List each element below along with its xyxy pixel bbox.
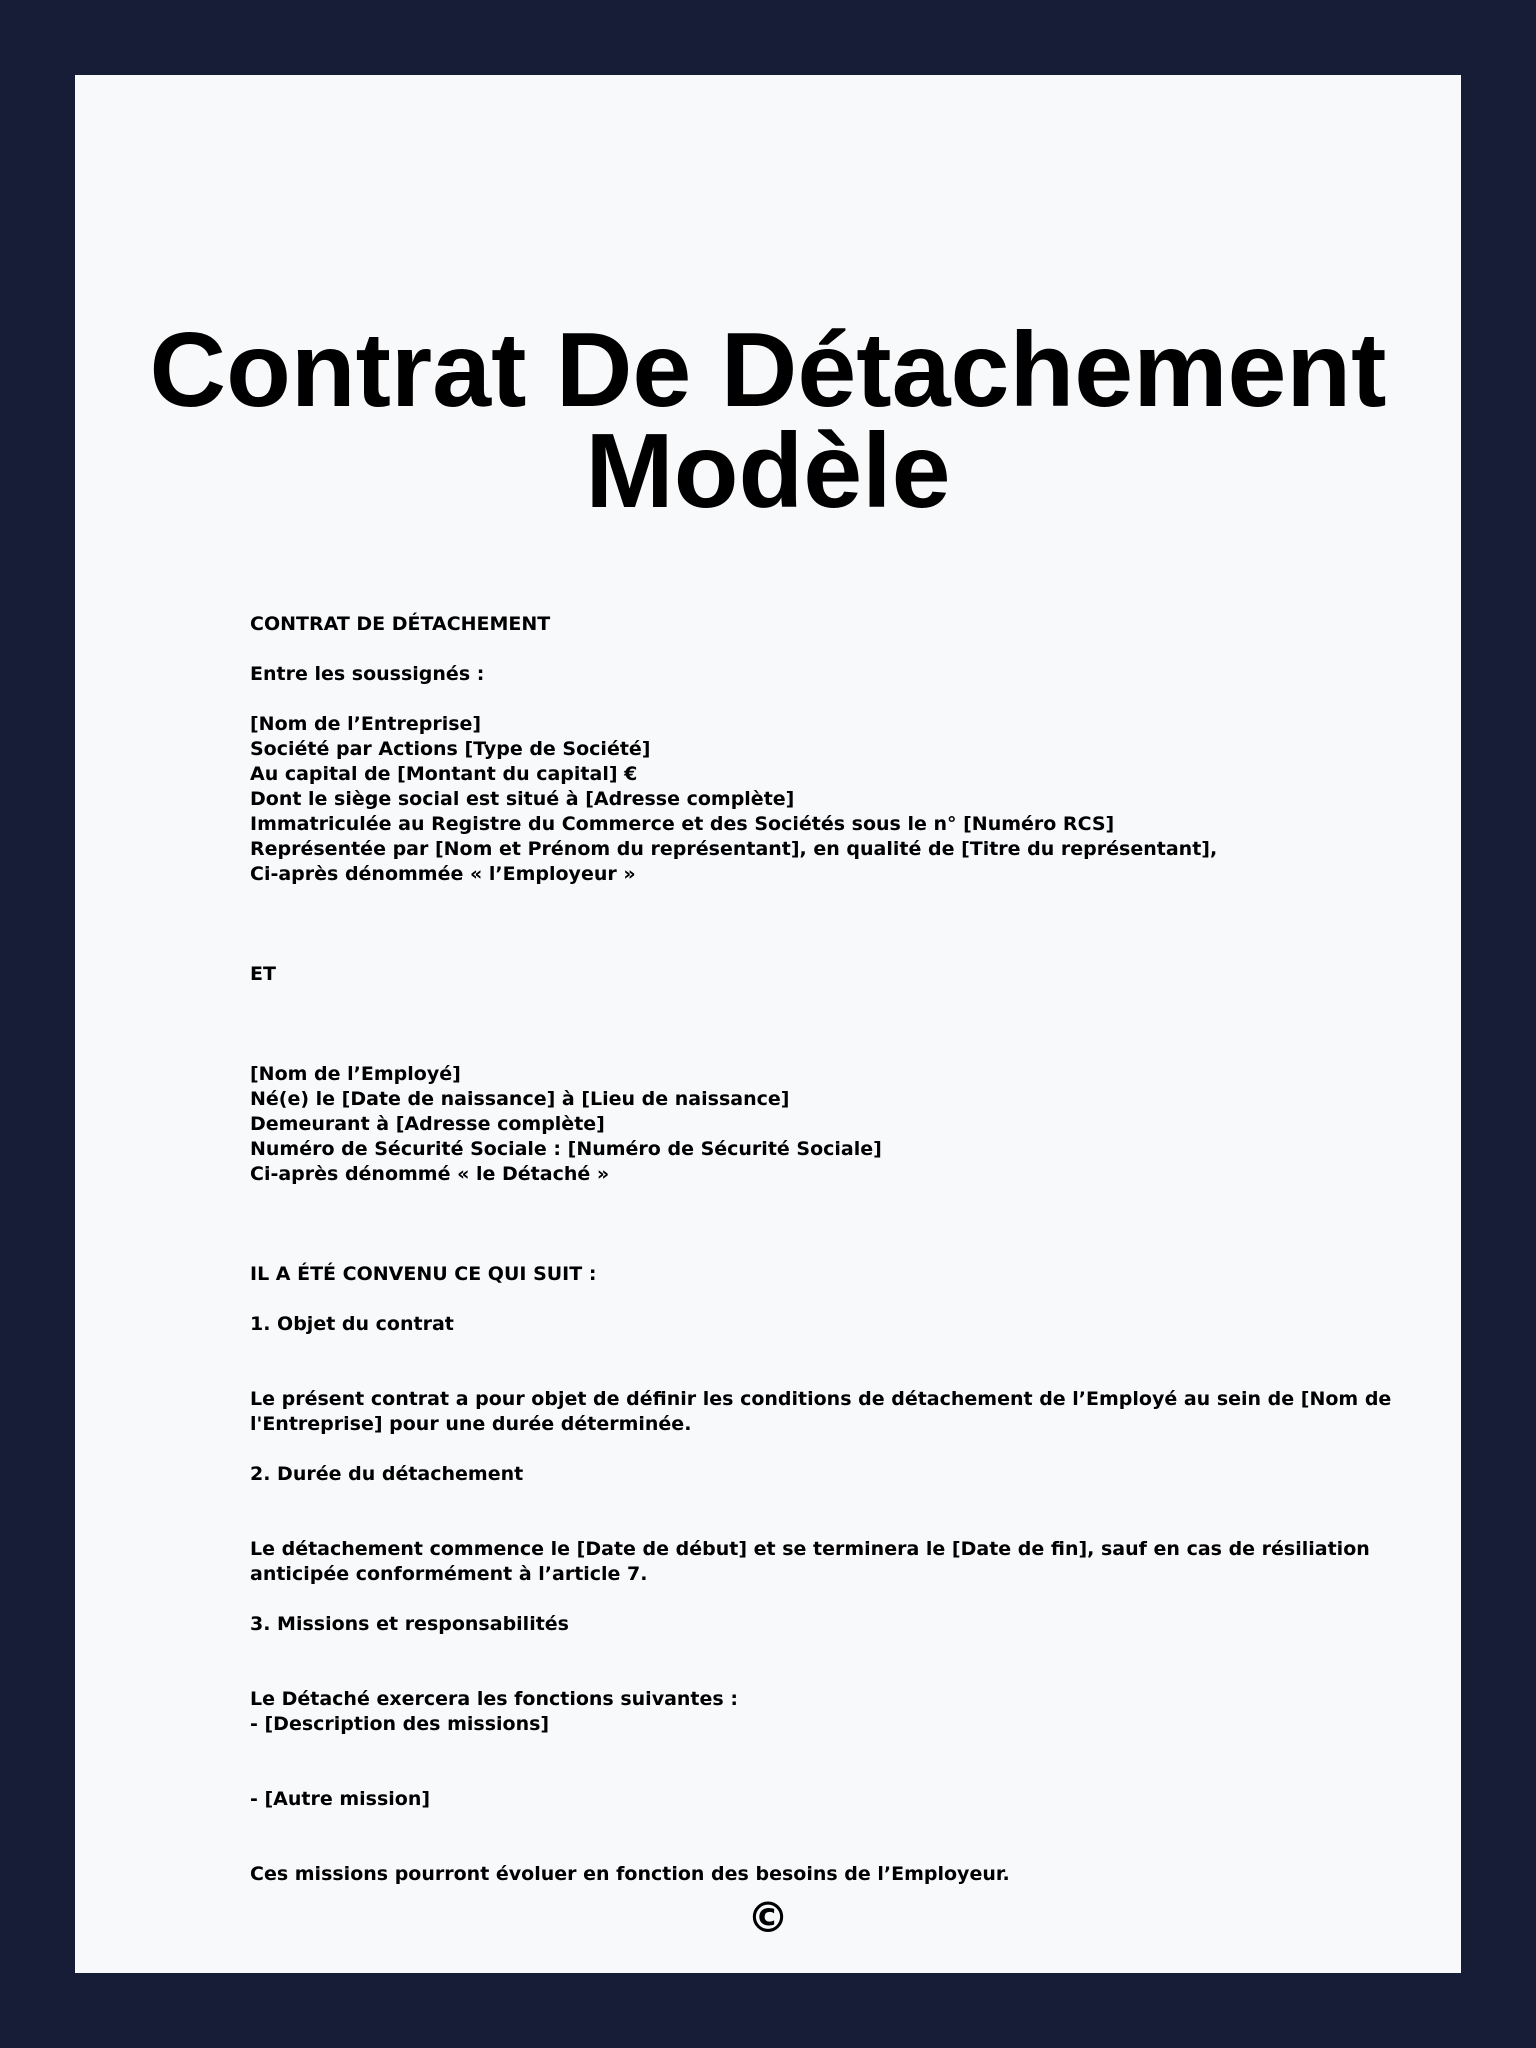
document-title xyxy=(75,311,1461,530)
employer-line: Représentée par [Nom et Prénom du représentant], en qualité de [Titre du représentant], xyxy=(250,838,1218,860)
copyright-symbol: © xyxy=(747,1893,789,1942)
contract-heading: CONTRAT DE DÉTACHEMENT xyxy=(250,613,551,635)
employer-line: Immatriculée au Registre du Commerce et des Sociétés sous le n° [Numéro RCS] xyxy=(250,813,1115,835)
parties-separator: ET xyxy=(250,963,276,985)
document-page xyxy=(75,75,1461,1973)
section-1-text: Le présent contrat a pour objet de définir les conditions de détachement de l’Employé au sein de [Nom de xyxy=(250,1388,1392,1410)
employer-line: Dont le siège social est situé à [Adresse complète] xyxy=(250,788,795,810)
section-2-text: anticipée conformément à l’article 7. xyxy=(250,1563,648,1585)
employer-line: Au capital de [Montant du capital] € xyxy=(250,763,638,785)
section-2-text: Le détachement commence le [Date de début] et se terminera le [Date de fin], sauf en cas de résiliation xyxy=(250,1538,1370,1560)
section-3-title: 3. Missions et responsabilités xyxy=(250,1613,569,1635)
employer-line: [Nom de l’Entreprise] xyxy=(250,713,482,735)
document-title-line-1: Contrat De Détachement xyxy=(149,311,1387,429)
employer-line: Ci-après dénommée « l’Employeur » xyxy=(250,863,636,885)
employee-line: Ci-après dénommé « le Détaché » xyxy=(250,1163,610,1185)
employee-line: Né(e) le [Date de naissance] à [Lieu de naissance] xyxy=(250,1088,790,1110)
employee-line: [Nom de l’Employé] xyxy=(250,1063,461,1085)
agreement-heading: IL A ÉTÉ CONVENU CE QUI SUIT : xyxy=(250,1263,597,1285)
employee-block xyxy=(250,1062,1360,1187)
mission-item: - [Autre mission] xyxy=(250,1788,431,1810)
employee-line: Numéro de Sécurité Sociale : [Numéro de Sécurité Sociale] xyxy=(250,1138,882,1160)
section-1-title: 1. Objet du contrat xyxy=(250,1313,454,1335)
employee-line: Demeurant à [Adresse complète] xyxy=(250,1113,605,1135)
mission-item: - [Description des missions] xyxy=(250,1713,550,1735)
section-2-title: 2. Durée du détachement xyxy=(250,1463,524,1485)
section-3-intro: Le Détaché exercera les fonctions suivantes : xyxy=(250,1688,738,1710)
employer-line: Société par Actions [Type de Société] xyxy=(250,738,651,760)
contract-body xyxy=(250,612,1392,1887)
document-title-line-2: Modèle xyxy=(585,412,951,530)
parties-intro: Entre les soussignés : xyxy=(250,663,485,685)
section-1-text: l'Entreprise] pour une durée déterminée. xyxy=(250,1413,692,1435)
section-3-closing: Ces missions pourront évoluer en fonction des besoins de l’Employeur. xyxy=(250,1863,1010,1885)
employer-block xyxy=(250,712,1360,887)
